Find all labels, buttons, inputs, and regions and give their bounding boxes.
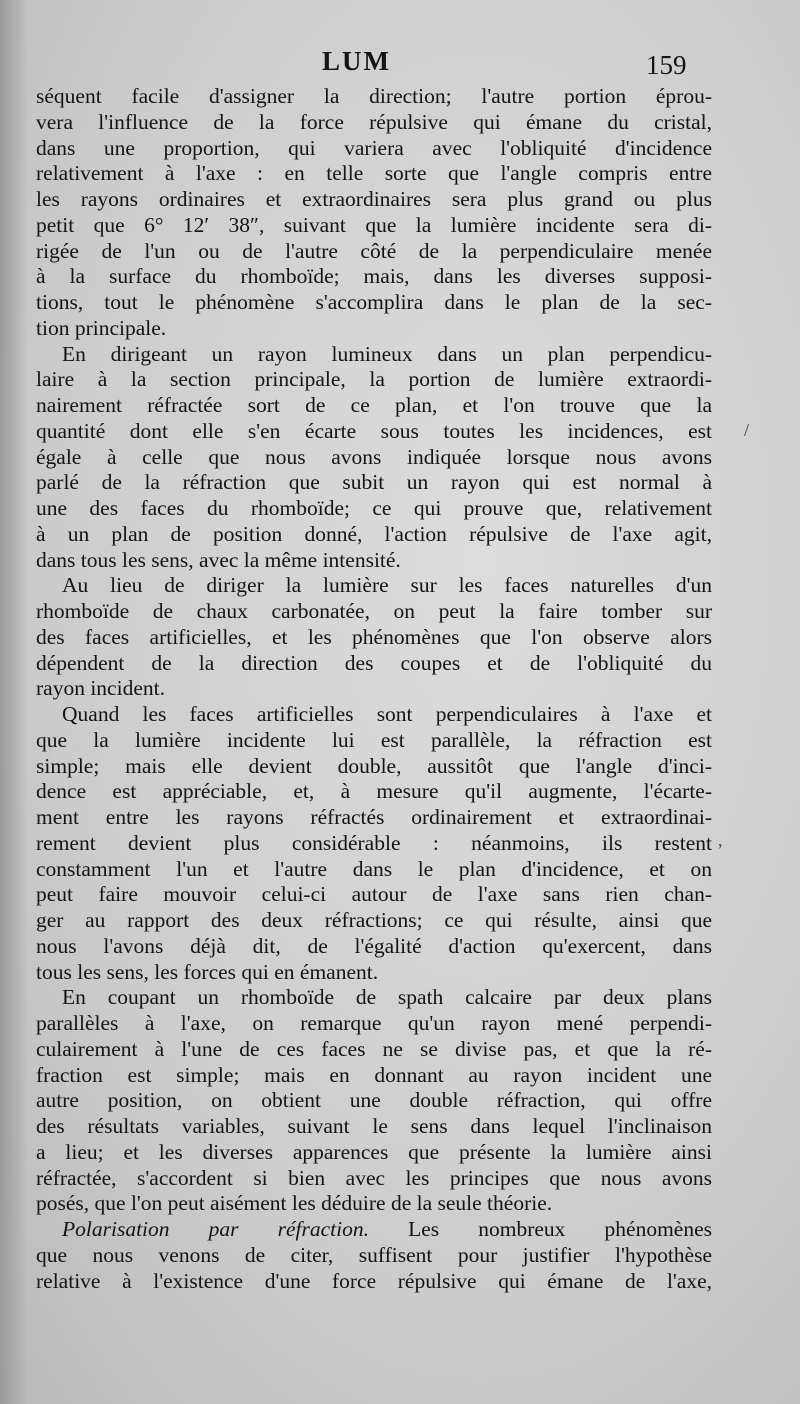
text-line: parallèles à l'axe, on remarque qu'un rayon mené perpendi- bbox=[36, 1011, 712, 1035]
text-line: que la lumière incidente lui est parallèle, la réfraction est bbox=[36, 727, 712, 752]
text-line: rement devient plus considérable : néanmoins, ils restent bbox=[36, 830, 712, 855]
text-line: autre position, on obtient une double réfraction, qui offre bbox=[36, 1088, 712, 1113]
text-line: dépendent de la direction des coupes et de l'obliquité du bbox=[36, 650, 712, 675]
text-line: à la surface du rhomboïde; mais, dans les diverses supposi- bbox=[36, 264, 712, 289]
body-text bbox=[36, 84, 712, 1294]
text-line: tion principale. bbox=[36, 315, 167, 340]
text-line: Au lieu de diriger la lumière sur les faces naturelles d'un bbox=[62, 573, 712, 598]
text-line: dence est appréciable, et, à mesure qu'il augmente, l'écarte- bbox=[36, 779, 712, 804]
text-line: fraction est simple; mais en donnant au rayon incident une bbox=[36, 1062, 712, 1087]
section-heading: Polarisation par réfraction. bbox=[62, 1217, 369, 1241]
text-line: ment entre les rayons réfractés ordinairement et extraordinai- bbox=[36, 805, 712, 829]
text-line: culairement à l'une de ces faces ne se divise pas, et que la ré- bbox=[36, 1036, 712, 1061]
text-line: rigée de l'un ou de l'autre côté de la perpendiculaire menée bbox=[36, 238, 712, 263]
text-line: parlé de la réfraction que subit un rayon qui est normal à bbox=[36, 470, 712, 495]
text-line: Quand les faces artificielles sont perpendiculaires à l'axe et bbox=[62, 702, 712, 726]
text-line: à un plan de position donné, l'action répulsive de l'axe agit, bbox=[36, 521, 712, 546]
text-line: les rayons ordinaires et extraordinaires sera plus grand ou plus bbox=[36, 187, 712, 211]
text-line: égale à celle que nous avons indiquée lorsque nous avons bbox=[36, 444, 712, 469]
text-line: une des faces du rhomboïde; ce qui prouve que, relativement bbox=[36, 496, 712, 520]
text-line: ger au rapport des deux réfractions; ce qui résulte, ainsi que bbox=[36, 908, 712, 932]
text-line: Polarisation par réfraction. Les nombreux phénomènes bbox=[62, 1217, 712, 1241]
text-line: laire à la section principale, la portion de lumière extraordi- bbox=[36, 367, 712, 392]
text-line: nous l'avons déjà dit, de l'égalité d'action qu'exercent, dans bbox=[36, 933, 712, 958]
page-number: 159 bbox=[646, 50, 687, 80]
text-line: relative à l'existence d'une force répulsive qui émane de l'axe, bbox=[36, 1268, 712, 1293]
text-line: dans tous les sens, avec la même intensité. bbox=[36, 547, 401, 572]
text-line: des résultats variables, suivant le sens dans lequel l'inclinaison bbox=[36, 1114, 712, 1138]
text-line: réfractée, s'accordent si bien avec les principes que nous avons bbox=[36, 1165, 712, 1190]
margin-mark: , bbox=[718, 830, 723, 850]
text-line: que nous venons de citer, suffisent pour justifier l'hypothèse bbox=[36, 1242, 712, 1267]
text-line: vera l'influence de la force répulsive qui émane du cristal, bbox=[36, 109, 712, 134]
text-line: petit que 6° 12′ 38″, suivant que la lumière incidente sera di- bbox=[36, 212, 712, 237]
text-line: En coupant un rhomboïde de spath calcaire par deux plans bbox=[62, 985, 712, 1010]
text-line: simple; mais elle devient double, aussitôt que l'angle d'inci- bbox=[36, 753, 712, 778]
text-line: a lieu; et les diverses apparences que présente la lumière ainsi bbox=[36, 1139, 712, 1164]
running-head: LUM bbox=[322, 46, 391, 76]
text-line: posés, que l'on peut aisément les déduire de la seule théorie. bbox=[36, 1191, 553, 1216]
text-line: quantité dont elle s'en écarte sous toutes les incidences, est bbox=[36, 418, 712, 443]
page-header bbox=[0, 46, 800, 86]
text-line: rayon incident. bbox=[36, 676, 165, 701]
margin-mark: / bbox=[744, 420, 750, 440]
text-line: dans une proportion, qui variera avec l'obliquité d'incidence bbox=[36, 135, 712, 160]
text-line: nairement réfractée sort de ce plan, et l'on trouve que la bbox=[36, 393, 712, 417]
text-line: séquent facile d'assigner la direction; l'autre portion éprou- bbox=[36, 84, 712, 108]
text-line: En dirigeant un rayon lumineux dans un plan perpendicu- bbox=[62, 341, 712, 366]
text-line: peut faire mouvoir celui-ci autour de l'axe sans rien chan- bbox=[36, 882, 712, 907]
text-line: des faces artificielles, et les phénomènes que l'on observe alors bbox=[36, 624, 712, 649]
text-line: tions, tout le phénomène s'accomplira dans le plan de la sec- bbox=[36, 290, 712, 314]
text-line: tous les sens, les forces qui en émanent. bbox=[36, 959, 379, 984]
binding-shadow bbox=[0, 0, 28, 1404]
text-line: rhomboïde de chaux carbonatée, on peut la faire tomber sur bbox=[36, 599, 712, 623]
text-line: relativement à l'axe : en telle sorte que l'angle compris entre bbox=[36, 161, 712, 186]
text-line: constamment l'un et l'autre dans le plan d'incidence, et on bbox=[36, 856, 712, 881]
